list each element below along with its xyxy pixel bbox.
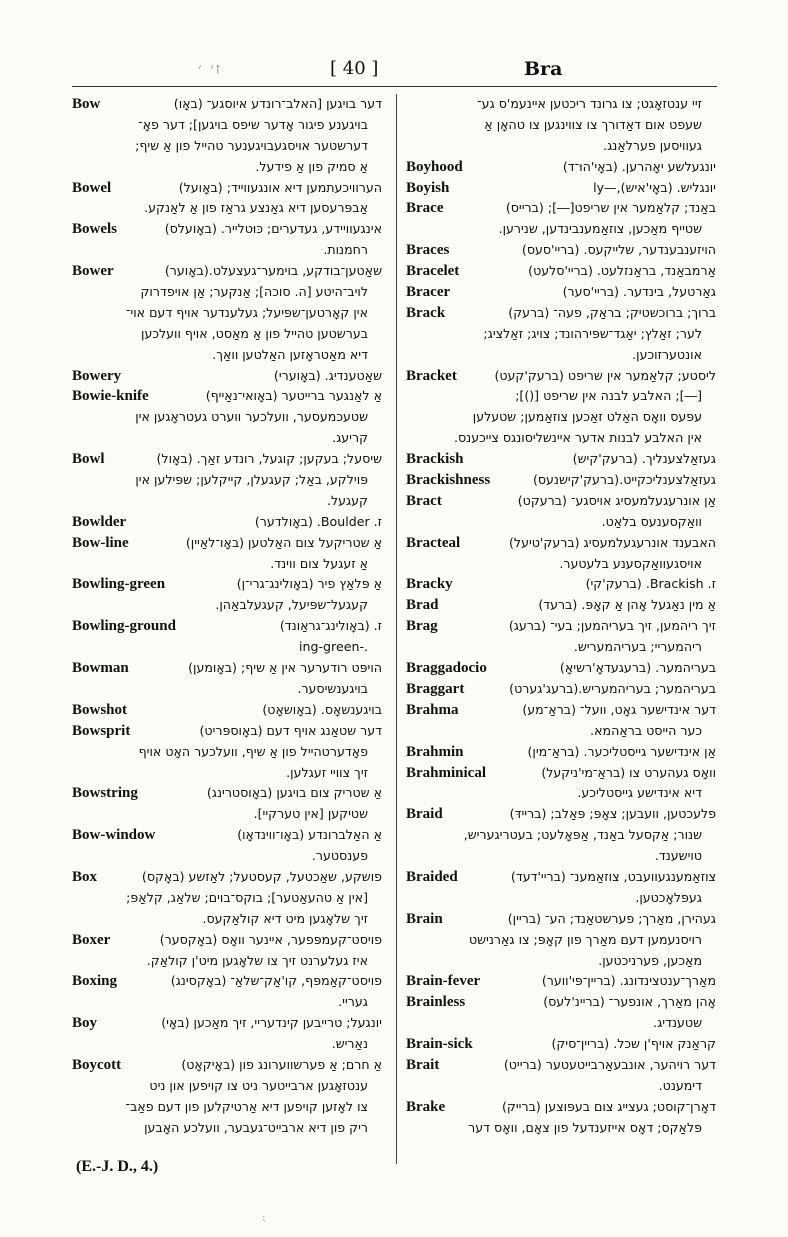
dictionary-line xyxy=(406,658,716,679)
definition-text: דער רויהער, אונבעאַרבייטעטער (ברייט) xyxy=(503,1056,716,1072)
dictionary-line xyxy=(406,533,716,554)
dictionary-line xyxy=(406,94,716,115)
definition-text: אונטערזוכען. xyxy=(632,346,702,362)
headword: Brainless xyxy=(406,994,466,1011)
definition-text: אַבפּרעסען דיא גאַנצע גראַז פון אַ לאַנקע. xyxy=(144,200,368,216)
dictionary-line xyxy=(406,783,716,804)
headword: Bow-window xyxy=(72,827,156,844)
dictionary-line xyxy=(406,491,716,512)
headword: Bowie-knife xyxy=(72,388,149,405)
dictionary-line xyxy=(406,470,716,491)
definition-text: [―]; האלבע לבנה אין שריפט [()]; xyxy=(515,388,702,404)
dictionary-line xyxy=(72,1055,382,1076)
definition-text: אַ פּלאַץ פיר (באָולינג־גרי־ן) xyxy=(236,576,382,592)
headword: Brace xyxy=(406,200,444,217)
headword: Bowels xyxy=(72,221,117,238)
definition-text: שעפט אום דאַדורך צו צווינגען צו טהאָן אַ xyxy=(484,116,702,132)
definition-text: רחמנות. xyxy=(323,242,368,258)
definition-text: ריהמעריי; בעריהמעריש. xyxy=(573,639,702,655)
headword: Bract xyxy=(406,492,442,509)
definition-text: אַ שטריקעל צום האַלטען (באָו־לאַיין) xyxy=(185,534,382,550)
headword: Bow-line xyxy=(72,534,129,551)
definition-text: פויסט־קאַמפּף, קו'אַק־שלאַ־ (באָקסינג) xyxy=(170,973,382,989)
header-mark: ז׳ ׳ xyxy=(198,60,222,78)
dictionary-line xyxy=(72,366,382,387)
definition-text: אַ שטריק צום בויגען (באָוסטרינג) xyxy=(206,785,382,801)
definition-text: כער הייסט בראַהמא. xyxy=(590,722,702,738)
dictionary-line xyxy=(72,533,382,554)
dictionary-line xyxy=(72,554,382,575)
dictionary-line xyxy=(406,219,716,240)
dictionary-line xyxy=(72,742,382,763)
dictionary-line xyxy=(72,763,382,784)
headword: Brake xyxy=(406,1098,446,1115)
dictionary-line xyxy=(72,574,382,595)
definition-text: קריעג. xyxy=(332,430,368,446)
headword: Bracket xyxy=(406,367,457,384)
definition-text: לער; זאַלץ; יאַגד־שפּירהונד; צויג; זאַלציג; xyxy=(483,325,702,341)
headword: Bowling-green xyxy=(72,576,166,593)
dictionary-line xyxy=(406,324,716,345)
definition-text: עפּעס וואָס האַלט זאַכען צוזאַמען; שטעלען xyxy=(472,409,702,425)
dictionary-line xyxy=(406,1034,716,1055)
definition-text: בערשטען טהייל פון אַ מאַסט, אויף וועלכען xyxy=(141,325,368,341)
dictionary-line xyxy=(406,449,716,470)
headword: Brahminical xyxy=(406,764,487,781)
dictionary-line xyxy=(406,888,716,909)
definition-text: אָהן מאַרך, אונפער־ (בריינ'לעס) xyxy=(543,994,716,1010)
definition-text: דער אינדישער גאָט, וועל־ (בראַ־מע) xyxy=(522,701,716,717)
dictionary-line xyxy=(406,679,716,700)
headword: Bowl xyxy=(72,451,105,468)
definition-text: טוישענד. xyxy=(654,848,702,864)
dictionary-line xyxy=(72,449,382,470)
definition-text: געריי. xyxy=(338,994,368,1010)
definition-text: פּלאַקס; דאָס אייזענדעל פון צאָם, וואָס דער xyxy=(468,1119,702,1135)
headword: Box xyxy=(72,868,98,885)
dictionary-line xyxy=(72,616,382,637)
definition-text: ריק פון דיא ארבייט־געבער, וועלכע האָבען xyxy=(144,1119,368,1135)
dictionary-line xyxy=(72,94,382,115)
dictionary-line xyxy=(72,282,382,303)
definition-text: מאַרך־ענטצינדונג. (בריין־פּי'ווער) xyxy=(541,973,716,989)
definition-text: אין האלבע לבנות אדער איינשליסונגס צייכענס. xyxy=(454,430,702,446)
dictionary-line xyxy=(72,1097,382,1118)
definition-text: ז. (באָולינג־גראַונד) xyxy=(279,618,382,634)
signature-mark: (E.-J. D., 4.) xyxy=(76,1158,159,1175)
dictionary-line xyxy=(406,595,716,616)
definition-text: פלעכטען, וועבען; צאָפּ; פּאַלב; (בריידּ) xyxy=(509,806,716,822)
definition-text: געוויסען פערלאַנג. xyxy=(603,137,702,153)
definition-text: שנור; אַקסעל באַנד, אַפּאָלעט; בעטריגעריש, xyxy=(463,827,702,843)
dictionary-line xyxy=(406,574,716,595)
dictionary-line xyxy=(72,930,382,951)
dictionary-line xyxy=(72,512,382,533)
left-column xyxy=(72,94,382,1139)
headword: Bracky xyxy=(406,576,453,593)
definition-text: באַנד; קלאַמער אין שריפט[―]; (ברייס) xyxy=(505,200,716,216)
definition-text: רויסנעמען דעם מאַרך פון קאָפּ; צו גאַרנישט xyxy=(468,931,702,947)
dictionary-line xyxy=(72,637,382,658)
dictionary-line xyxy=(72,261,382,282)
definition-text: מאַכען, פערניכטען. xyxy=(598,952,702,968)
definition-text: אַ מין נאַגעל אָהן אַ קאָפּ. (ברעד) xyxy=(538,597,716,613)
definition-text: זיך ריהמען, זיך בעריהמען; בעי־ (ברעג) xyxy=(508,618,716,634)
definition-text: שאַטענדיג. (באָוערי) xyxy=(273,367,382,383)
definition-text: שיסעל; בעקען; קוגעל, רונדע זאַך. (באָול) xyxy=(156,451,382,467)
definition-text: איז געלערנט זיך צו שלאָגען מיט'ן קולאַק. xyxy=(146,952,368,968)
definition-text: געזאַלצענליך. (ברעק'קיש) xyxy=(572,451,716,467)
definition-text: [אין אַ טהעאַטער]; בוקס־בוים; שלאַג, קלאַפּ; xyxy=(126,889,368,905)
definition-text: ז. Boulder. (באָולדער) xyxy=(254,513,382,529)
headword: Bracelet xyxy=(406,263,460,280)
dictionary-line xyxy=(72,700,382,721)
headword: Brahma xyxy=(406,701,459,718)
dictionary-line xyxy=(72,386,382,407)
dictionary-line xyxy=(406,637,716,658)
definition-text: לויב־היטע [ה. סוכה]; אַנקער; אַן אויפדרוק xyxy=(140,284,368,300)
dictionary-line xyxy=(406,1013,716,1034)
dictionary-line xyxy=(406,303,716,324)
definition-text: נאַריש. xyxy=(331,1036,368,1052)
definition-text: אַ סמיק פון אַ פידעל. xyxy=(255,158,368,174)
dictionary-line xyxy=(72,679,382,700)
definition-text: פענסטער. xyxy=(311,848,368,864)
dictionary-line xyxy=(72,595,382,616)
definition-text: אין קאָרטען־שפּיעל; געלענדער אויף דעם אוי־ xyxy=(125,304,368,320)
dictionary-line xyxy=(406,700,716,721)
definition-text: פושקע, שאַכטעל, קעסטעל; לאַזשע (באָקס) xyxy=(141,868,382,884)
headword: Brain-fever xyxy=(406,973,481,990)
dictionary-line xyxy=(406,951,716,972)
dictionary-line xyxy=(72,846,382,867)
page-number: [ 40 ] xyxy=(330,58,379,79)
definition-text: בויגענשאָס. (באָושאָט) xyxy=(262,701,382,717)
definition-text: הויזענבענדער, שלייקעס. (בריי'סעס) xyxy=(521,242,716,258)
definition-text: ענטזאָגען ארבייטער ניט צו קויפען און ניט xyxy=(149,1077,368,1093)
definition-text: זיי ענטזאָגט; צו גרונד ריכטען איינעמ'ס גע־ xyxy=(477,96,702,111)
page-header xyxy=(0,58,788,86)
dictionary-line xyxy=(72,658,382,679)
dictionary-line xyxy=(72,407,382,428)
dictionary-line xyxy=(72,303,382,324)
dictionary-line xyxy=(406,386,716,407)
dictionary-line xyxy=(406,198,716,219)
definition-text: שטייף מאַכען, צוזאַמענבינדען, שנירען. xyxy=(498,221,702,237)
definition-text: האבענד אונרעגעלמעסיג (ברעק'טיעל) xyxy=(509,534,716,550)
dictionary-line xyxy=(406,554,716,575)
dictionary-line xyxy=(72,178,382,199)
dictionary-line xyxy=(406,846,716,867)
definition-text: פויסט־קעמפּפער, איינער וואָס (באָקסער) xyxy=(159,931,382,947)
definition-text: דיא מאַטראָזען האַלטען וואַך. xyxy=(212,346,368,362)
dictionary-line xyxy=(72,198,382,219)
dictionary-line xyxy=(72,1034,382,1055)
dictionary-line xyxy=(72,951,382,972)
dictionary-line xyxy=(406,512,716,533)
dictionary-line xyxy=(406,971,716,992)
dictionary-line xyxy=(72,992,382,1013)
definition-text: הויפּט רודערער אין אַ שיף; (באָומען) xyxy=(188,660,382,676)
dictionary-line xyxy=(72,115,382,136)
definition-text: יונגעלשע יאָהרען. (באָי'הוּ־ד) xyxy=(562,158,716,174)
headword: Braces xyxy=(406,242,450,259)
headword: Boxing xyxy=(72,973,118,990)
headword: Braggart xyxy=(406,680,465,697)
dictionary-line xyxy=(406,616,716,637)
definition-text: אַ האַלברונדע (באָו־ווינדאָו) xyxy=(237,827,382,843)
dictionary-line xyxy=(406,178,716,199)
dictionary-line xyxy=(72,909,382,930)
definition-text: פּוילקע, באַל; קעגעלן, קייקלען; שפּילען אין xyxy=(135,472,368,488)
definition-text: זיך שלאָגען מיט דיא קולאַקעס. xyxy=(202,910,368,926)
definition-text: שטענדיג. xyxy=(653,1015,702,1031)
dictionary-line xyxy=(72,825,382,846)
definition-text: וואַקסענעס בלאַט. xyxy=(601,513,702,529)
headword: Bracteal xyxy=(406,534,461,551)
definition-text: אַ חרם; אַ פערשווערונג פון (באָיקאָט) xyxy=(181,1056,382,1072)
definition-text: דימענט. xyxy=(658,1077,702,1093)
definition-text: .-ing-green xyxy=(299,639,368,655)
dictionary-line xyxy=(406,804,716,825)
definition-text: בויגענשיסער. xyxy=(297,680,368,696)
headword: Bow xyxy=(72,96,101,112)
definition-text: דיא אינדישע גייסטליכע. xyxy=(577,785,702,801)
dictionary-line xyxy=(406,136,716,157)
definition-text: אויסגעוואַקסענע בלעטער. xyxy=(559,555,702,571)
dictionary-line xyxy=(406,1097,716,1118)
dictionary-line xyxy=(406,115,716,136)
dictionary-line xyxy=(72,1118,382,1139)
headword: Boy xyxy=(72,1015,98,1032)
headword: Bowshot xyxy=(72,701,128,718)
dictionary-line xyxy=(406,992,716,1013)
definition-text: ליסטע; קלאַמער אין שריפט (ברעק'קעט) xyxy=(494,367,716,383)
headword: Bracer xyxy=(406,284,451,301)
dictionary-line xyxy=(406,261,716,282)
dictionary-line xyxy=(72,721,382,742)
definition-text: געפּלאָכטען. xyxy=(635,889,702,905)
dictionary-line xyxy=(72,324,382,345)
definition-text: יונגליש. (באָי'איש),—ly xyxy=(593,179,716,195)
headword: Bowlder xyxy=(72,513,127,530)
dictionary-line xyxy=(72,888,382,909)
dictionary-line xyxy=(72,136,382,157)
dictionary-line xyxy=(406,428,716,449)
dictionary-line xyxy=(72,1076,382,1097)
dictionary-line xyxy=(72,971,382,992)
headword: Bowling-ground xyxy=(72,618,176,635)
definition-text: צו לאָזען קויפען דיא אַרטיקלען פון דעם פאַב־ xyxy=(125,1098,368,1114)
headword: Bowery xyxy=(72,367,122,384)
dictionary-line xyxy=(406,721,716,742)
definition-text: בעריהמער. (ברעגעדאָ'רשיאָ) xyxy=(559,660,716,676)
dictionary-line xyxy=(406,282,716,303)
definition-text: שטעכמעסער, וועלכער ווערט געטראָגען אין xyxy=(135,409,368,425)
headword: Boyhood xyxy=(406,158,463,175)
header-rule xyxy=(72,86,717,87)
definition-text: אַ זעגעל צום ווינד. xyxy=(270,555,368,571)
definition-text: דער שטאַנג אויף דעם (באָוספּריט) xyxy=(199,722,382,738)
dictionary-line xyxy=(72,491,382,512)
definition-text: זיך צוויי זעגלען. xyxy=(286,764,368,780)
dictionary-line xyxy=(406,157,716,178)
definition-text: געהירן, מאַרך; פערשטאַנד; הע־ (בריין) xyxy=(507,910,716,926)
definition-text: קעגעל. xyxy=(326,492,368,508)
definition-text: אַן אינדישער גייסטליכער. (בראַ־מין) xyxy=(527,743,716,759)
definition-text: קראַנק אויף'ן שכל. (בריין־סיק) xyxy=(551,1036,716,1052)
definition-text: אַ לאַנגער ברייטער (באָואי־נאַייף) xyxy=(205,388,382,404)
dictionary-line xyxy=(406,909,716,930)
dictionary-line xyxy=(406,825,716,846)
definition-text: גאַרטעל, בינדער. (בריי'סער) xyxy=(562,284,716,300)
dictionary-line xyxy=(72,1013,382,1034)
right-column xyxy=(406,94,716,1139)
dictionary-line xyxy=(406,240,716,261)
dictionary-line xyxy=(72,867,382,888)
definition-text: הערוויכעתמען דיא אונגעווייד; (באָועל) xyxy=(178,179,382,195)
dictionary-line xyxy=(72,783,382,804)
definition-text: אינגעוויידע, געדערים; כּוּטלייר. (באָועלס) xyxy=(164,221,382,237)
dictionary-line xyxy=(406,345,716,366)
headword: Brag xyxy=(406,618,438,635)
definition-text: פאָדערטהייל פון אַ שיף, וועלכער האָט אויף xyxy=(138,743,368,759)
dictionary-line xyxy=(406,407,716,428)
dictionary-line xyxy=(406,867,716,888)
headword: Boyish xyxy=(406,179,450,196)
definition-text: וואָס געהערט צו (בראַ־מי'ניקעל) xyxy=(541,764,716,780)
definition-text: ז. Brackish. (ברעק'קי) xyxy=(585,576,716,592)
dictionary-line xyxy=(406,1055,716,1076)
headword: Brack xyxy=(406,304,446,321)
guide-word: Bra xyxy=(524,58,563,80)
dictionary-line xyxy=(406,1076,716,1097)
definition-text: שטיקען [אין טערקיי]. xyxy=(253,806,368,822)
dictionary-line xyxy=(406,366,716,387)
headword: Brackish xyxy=(406,451,464,468)
dictionary-line xyxy=(406,1118,716,1139)
headword: Brackishness xyxy=(406,472,491,489)
definition-text: ברוך; ברוכשטיק; בראַק, פעה־ (ברעק) xyxy=(508,304,716,320)
headword: Brad xyxy=(406,597,439,614)
headword: Braided xyxy=(406,868,458,885)
definition-text: בעריהמער; בעריהמעריש.(ברעג'גערט) xyxy=(509,680,716,696)
definition-text: קעגעל־שפּיעל, קעגעלבאַהן. xyxy=(215,597,368,613)
headword: Brain-sick xyxy=(406,1036,473,1053)
dictionary-line xyxy=(72,157,382,178)
dictionary-line xyxy=(406,763,716,784)
headword: Bowsprit xyxy=(72,722,131,739)
dictionary-line xyxy=(72,345,382,366)
dictionary-line xyxy=(72,804,382,825)
definition-text: געזאַלצענליכקייט.(ברעק'קישנעס) xyxy=(532,472,716,488)
headword: Boycott xyxy=(72,1056,122,1073)
dictionary-line xyxy=(406,930,716,951)
definition-text: דער בויגען [האלב־רונדע איוסגע־ (באָו) xyxy=(173,96,382,111)
headword: Brait xyxy=(406,1056,440,1073)
headword: Bowman xyxy=(72,660,129,677)
dictionary-line xyxy=(72,470,382,491)
definition-text: שאַטען־בודקע, בוימער־געצעלט.(באָוער) xyxy=(164,263,382,279)
definition-text: דאָרן־קוסט; געצייג צום בעפּוצען (ברייק) xyxy=(502,1098,716,1114)
headword: Boxer xyxy=(72,931,111,948)
dictionary-line xyxy=(406,742,716,763)
column-divider xyxy=(396,94,397,1164)
headword: Brain xyxy=(406,910,443,927)
headword: Bowstring xyxy=(72,785,138,802)
definition-text: דערשטער אויסגעבויגענער טהייל פון אַ שיף; xyxy=(135,137,368,153)
definition-text: יונגעל; טרייבען קינדעריי, זיך מאַכען (באָי) xyxy=(161,1015,382,1031)
headword: Braggadocio xyxy=(406,660,487,677)
bottom-mark: ⁏ xyxy=(262,1212,266,1223)
headword: Brahmin xyxy=(406,743,464,760)
headword: Braid xyxy=(406,806,443,823)
dictionary-line xyxy=(72,219,382,240)
dictionary-line xyxy=(72,428,382,449)
dictionary-line xyxy=(72,240,382,261)
headword: Bower xyxy=(72,263,114,280)
definition-text: אַרמבאַנד, בראַנזלעט. (בריי'סלעט) xyxy=(528,263,716,279)
headword: Bowel xyxy=(72,179,112,196)
definition-text: בויגענע פיגור אָדער שיפס בויגען]; דער פאָ־ xyxy=(138,116,368,132)
definition-text: צוזאַמענגעוועבט, צוזאַמענ־ (בריי'דעד) xyxy=(510,868,716,884)
definition-text: אַן אונרעגעלמעסיג אויסגע־ (ברעקט) xyxy=(517,492,716,508)
